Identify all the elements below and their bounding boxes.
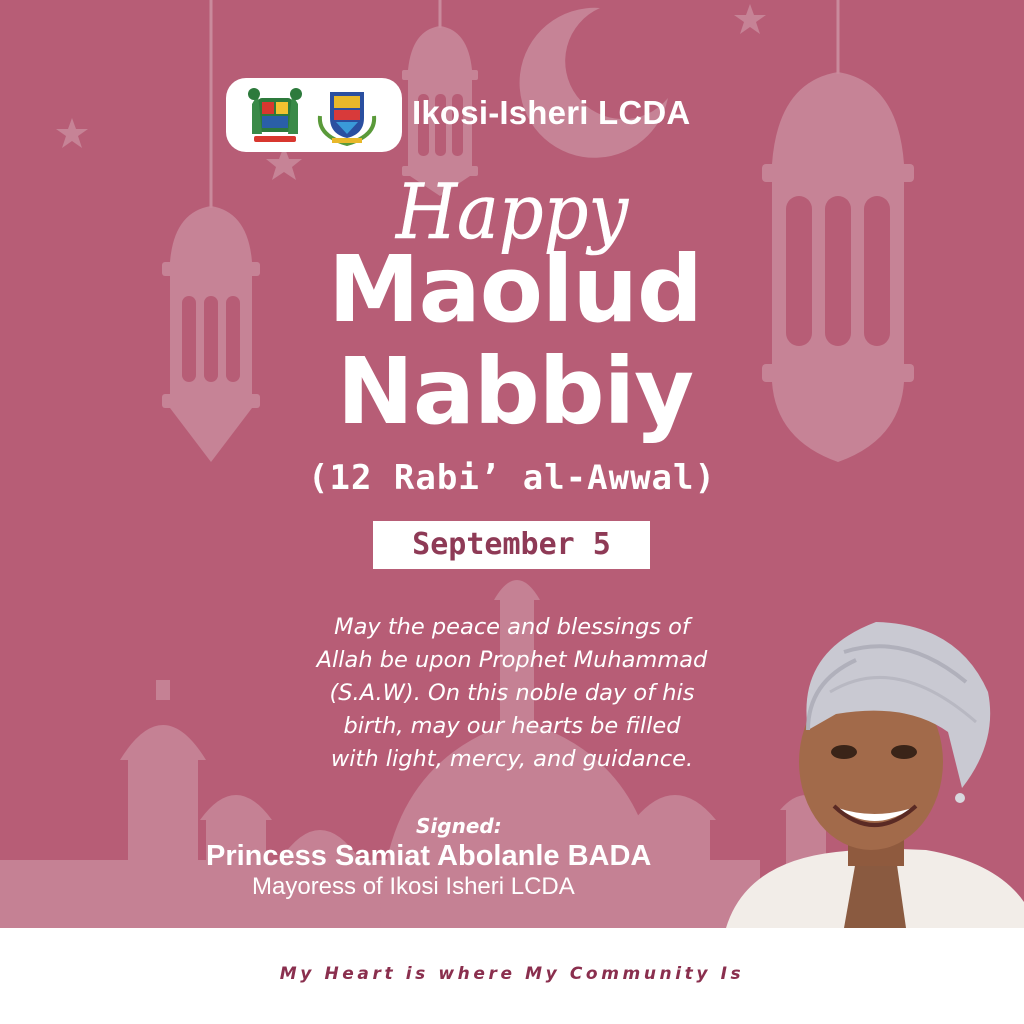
- signed-label: Signed:: [416, 814, 502, 838]
- ikosi-isheri-lcda-crest-icon: [314, 86, 380, 146]
- crescent-moon-icon: [520, 8, 668, 158]
- message-line: Allah be upon Prophet Muhammad: [316, 647, 708, 673]
- lagos-state-crest-icon: [244, 84, 306, 146]
- hijri-date: (12 Rabi’ al-Awwal): [308, 458, 716, 498]
- message-line: with light, mercy, and guidance.: [330, 746, 694, 772]
- signer-title: Mayoress of Ikosi Isheri LCDA: [252, 873, 575, 900]
- title-line-2: Nabbiy: [336, 338, 694, 445]
- message-line: May the peace and blessings of: [334, 614, 690, 640]
- mayoress-portrait: [726, 612, 1024, 928]
- signer-name: Princess Samiat Abolanle BADA: [206, 840, 652, 872]
- star-icon: [56, 118, 88, 148]
- message-line: (S.A.W). On this noble day of his: [329, 680, 695, 706]
- greeting-message: [262, 611, 762, 776]
- footer-tagline: My Heart is where My Community Is: [279, 964, 745, 984]
- date-label: September 5: [412, 527, 611, 562]
- message-line: birth, may our hearts be filled: [343, 713, 681, 739]
- svg-text:Happy: Happy: [394, 167, 629, 256]
- title-line-1: Maolud: [328, 236, 702, 343]
- org-name: Ikosi-Isheri LCDA: [412, 94, 691, 131]
- star-icon: [734, 4, 766, 34]
